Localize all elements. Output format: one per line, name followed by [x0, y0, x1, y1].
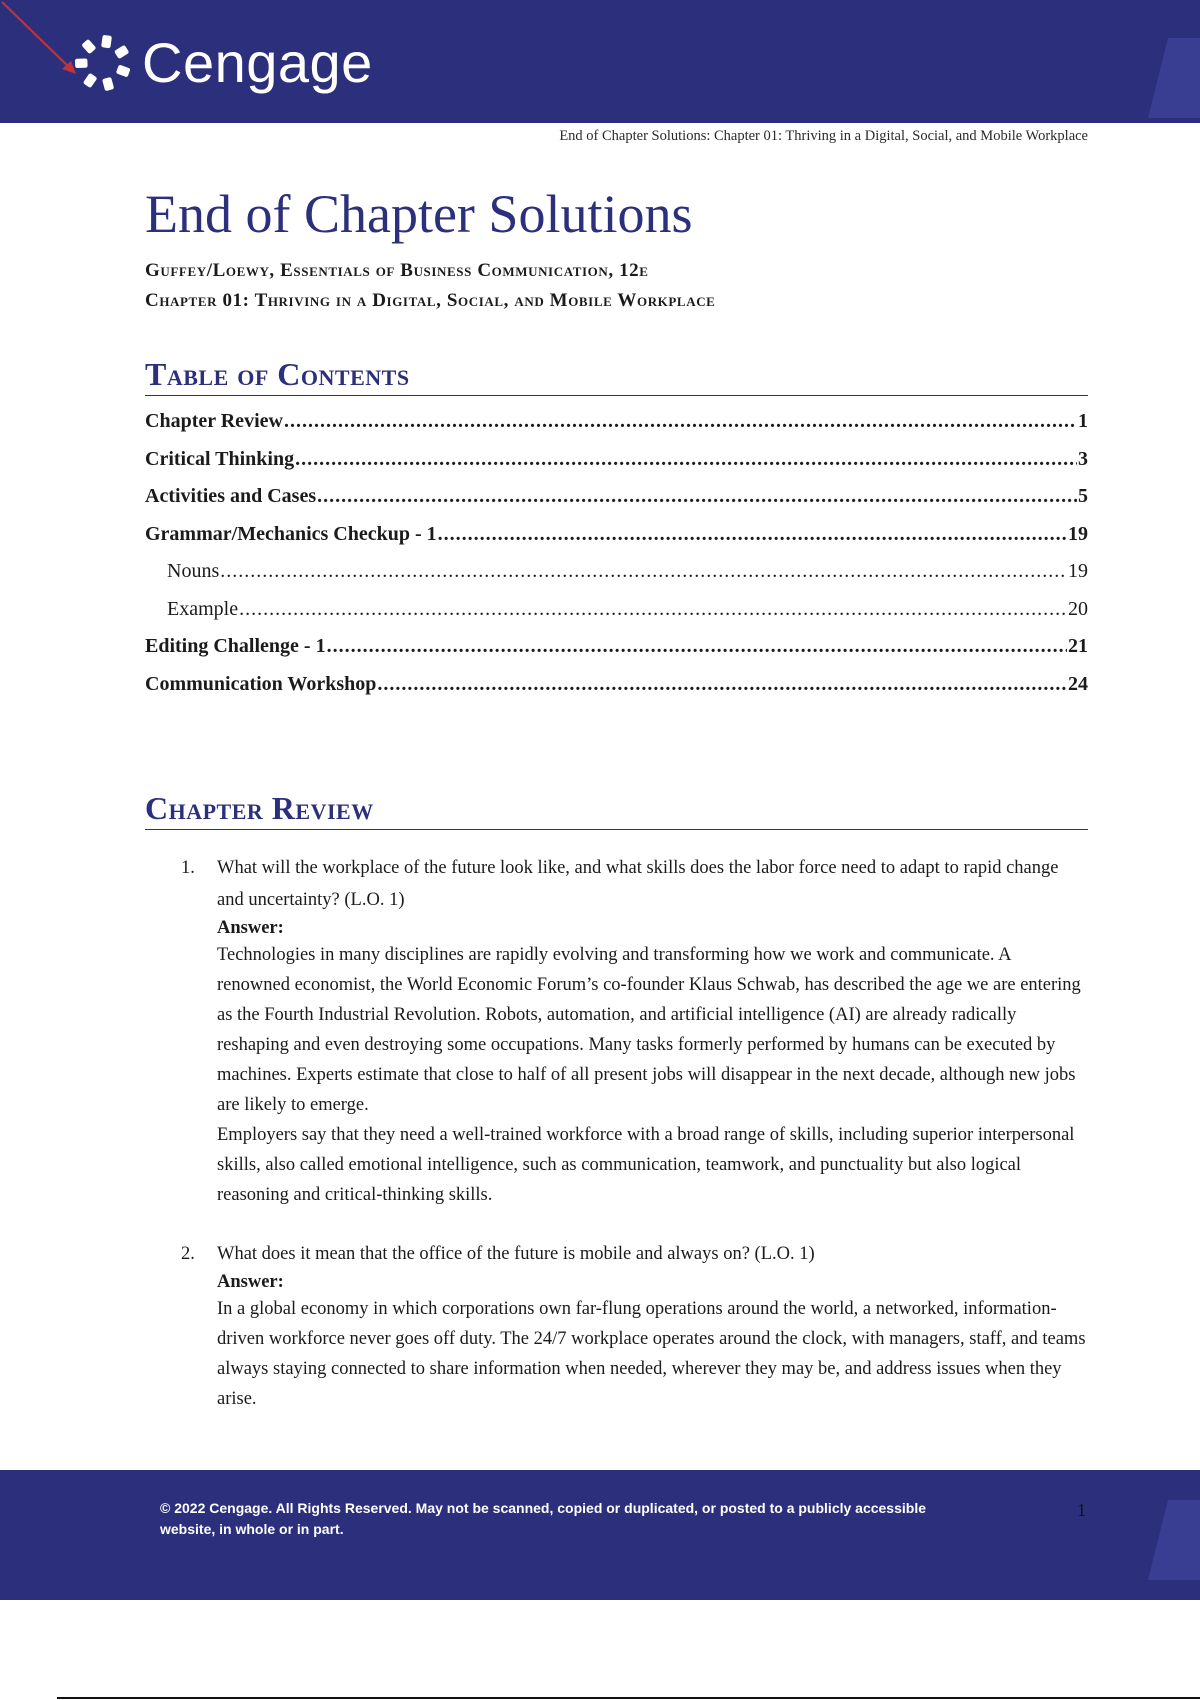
toc-entry-label: Editing Challenge - 1	[145, 635, 326, 658]
toc-entry-example[interactable]	[145, 598, 1088, 636]
book-subtitle: Guffey/Loewy, Essentials of Business Communication, 12e	[145, 260, 649, 282]
toc-entry-communication-workshop[interactable]	[145, 673, 1088, 711]
toc-entry-label: Grammar/Mechanics Checkup - 1	[145, 522, 437, 545]
toc-entry-nouns[interactable]	[145, 560, 1088, 598]
cengage-burst-icon	[72, 32, 134, 94]
logo-text: Cengage	[142, 31, 373, 94]
question-item	[145, 852, 1088, 1210]
footer-band	[0, 1470, 1200, 1600]
toc-entry-label: Communication Workshop	[145, 672, 377, 695]
toc-entry-label: Critical Thinking	[145, 447, 295, 470]
question-text: What will the workplace of the future look like, and what skills does the labor force need to adapt to rapid change and uncertainty? (L.O. 1)	[217, 858, 1059, 911]
page-number: 1	[1077, 1500, 1086, 1520]
question-text: What does it mean that the office of the future is mobile and always on? (L.O. 1)	[217, 1244, 815, 1265]
toc-leader-dots	[284, 410, 1077, 433]
toc-entry-grammar-mechanics-checkup[interactable]	[145, 523, 1088, 561]
toc-entry-page: 24	[1068, 672, 1088, 695]
answer-label: Answer:	[217, 1272, 284, 1293]
question-number: 2.	[181, 1244, 195, 1265]
toc-entry-page: 3	[1078, 447, 1088, 470]
toc-heading: Table of Contents	[145, 356, 1088, 396]
toc-entry-label: Chapter Review	[145, 410, 283, 433]
toc-leader-dots	[438, 523, 1067, 546]
question-item	[145, 1238, 1088, 1414]
answer-paragraph: Employers say that they need a well-trained workforce with a broad range of skills, including superior interpersonal skills, also called emotional intelligence, such as communication, teamwork, and punctuality but also logical reasoning and critical-thinking skills.	[217, 1125, 1075, 1206]
decorative-corner-shape	[1148, 1500, 1200, 1580]
toc-entry-page: 5	[1078, 485, 1088, 508]
toc-entry-label: Activities and Cases	[145, 485, 317, 508]
toc-entry-chapter-review[interactable]	[145, 410, 1088, 448]
running-head: End of Chapter Solutions: Chapter 01: Thriving in a Digital, Social, and Mobile Workplace	[559, 128, 1088, 144]
toc-entry-label: Nouns	[167, 560, 220, 583]
cengage-logo[interactable]	[72, 28, 373, 98]
toc-leader-dots	[327, 635, 1067, 658]
decorative-corner-shape	[1148, 38, 1200, 118]
toc-entry-critical-thinking[interactable]	[145, 448, 1088, 486]
toc-entry-page: 21	[1068, 635, 1088, 658]
toc-leader-dots	[220, 560, 1067, 583]
toc-entry-label: Example	[167, 597, 239, 620]
toc-entry-page: 19	[1068, 522, 1088, 545]
toc-entry-page: 1	[1078, 410, 1088, 433]
answer-label: Answer:	[217, 918, 284, 939]
header-band	[0, 0, 1200, 123]
toc-leader-dots	[317, 485, 1077, 508]
answer-paragraph: Technologies in many disciplines are rapidly evolving and transforming how we work and communicate. A renowned economist, the World Economic Forum’s co-founder Klaus Schwab, has described the age we are entering as the Fourth Industrial Revolution. Robots, automation, and artificial intelligence (AI) are already radically reshaping and even destroying some occupations. Many tasks formerly performed by humans can be executed by machines. Experts estimate that close to half of all present jobs will disappear in the next decade, although new jobs are likely to emerge.	[217, 945, 1081, 1116]
answer-paragraph: In a global economy in which corporations own far-flung operations around the world, a networked, information-driven workforce never goes off duty. The 24/7 workplace operates around the clock, with managers, staff, and teams always staying connected to share information when needed, wherever they may be, and address issues when they arise.	[217, 1299, 1086, 1410]
toc-leader-dots	[239, 598, 1067, 621]
toc-entry-activities-and-cases[interactable]	[145, 485, 1088, 523]
chapter-review-heading: Chapter Review	[145, 790, 1088, 830]
page-bottom-rule	[57, 1697, 1200, 1699]
toc-entry-page: 19	[1068, 560, 1088, 583]
question-list	[145, 852, 1088, 1414]
question-number: 1.	[181, 858, 195, 879]
document-body	[145, 175, 1088, 1442]
toc-entry-page: 20	[1068, 597, 1088, 620]
toc-entry-editing-challenge[interactable]	[145, 635, 1088, 673]
toc-leader-dots	[377, 673, 1067, 696]
copyright-notice: © 2022 Cengage. All Rights Reserved. May not be scanned, copied or duplicated, or posted to a publicly accessible website, in whole or in part.	[160, 1500, 927, 1537]
table-of-contents	[145, 410, 1088, 710]
chapter-subtitle: Chapter 01: Thriving in a Digital, Social, and Mobile Workplace	[145, 290, 716, 312]
document-title: End of Chapter Solutions	[145, 184, 693, 244]
toc-leader-dots	[295, 448, 1077, 471]
